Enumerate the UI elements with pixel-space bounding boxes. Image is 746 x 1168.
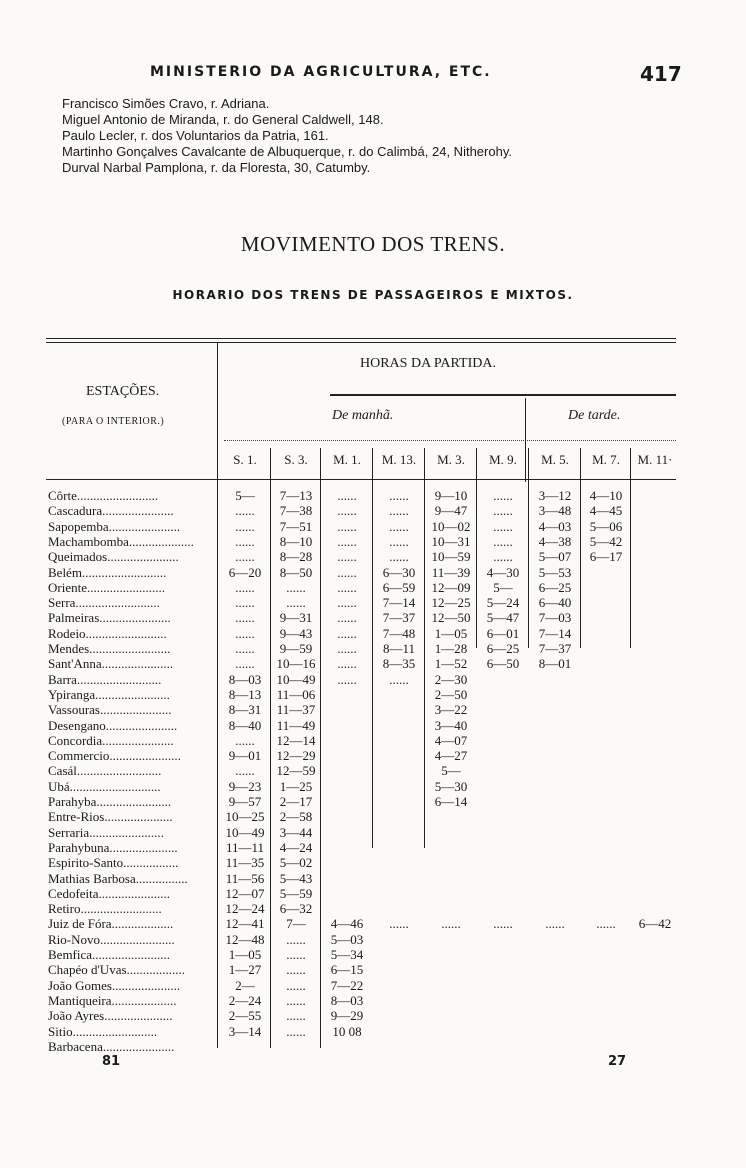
column-divider bbox=[476, 448, 477, 648]
time-cell: ...... bbox=[337, 564, 357, 580]
time-cell: 7— bbox=[286, 916, 306, 932]
station-name: Commercio...................... bbox=[48, 748, 181, 764]
time-cell: ...... bbox=[441, 916, 461, 932]
time-cell: ...... bbox=[235, 518, 255, 534]
station-name: Rio-Novo....................... bbox=[48, 931, 175, 947]
time-cell: 7—03 bbox=[538, 610, 572, 626]
station-name: Juiz de Fóra................... bbox=[48, 916, 174, 932]
column-header: M. 13. bbox=[381, 452, 417, 467]
time-cell: 6—20 bbox=[228, 564, 262, 580]
time-cell: ...... bbox=[286, 1008, 306, 1024]
station-name: Serra.......................... bbox=[48, 595, 160, 611]
time-cell: 5— bbox=[441, 763, 461, 779]
time-cell: 6—25 bbox=[538, 579, 572, 595]
time-cell: 1—28 bbox=[434, 641, 468, 656]
table-top-rule bbox=[46, 338, 676, 339]
time-cell: 2—17 bbox=[279, 794, 313, 809]
time-cell: ...... bbox=[235, 610, 255, 626]
time-cell: 1—25 bbox=[279, 778, 313, 794]
time-cell: 12—24 bbox=[225, 901, 265, 917]
time-cell: 7—37 bbox=[382, 610, 416, 626]
column-divider bbox=[270, 448, 271, 1048]
time-cell: ...... bbox=[389, 549, 409, 565]
column-divider bbox=[630, 448, 631, 648]
time-cell: 10—25 bbox=[225, 809, 265, 825]
time-cell: 9—43 bbox=[279, 625, 313, 641]
time-cell: 9—01 bbox=[228, 748, 262, 764]
time-cell: ...... bbox=[235, 763, 255, 779]
station-name: Mendes......................... bbox=[48, 641, 171, 656]
time-cell: 1—05 bbox=[434, 625, 468, 641]
station-name: Vassouras...................... bbox=[48, 702, 172, 718]
column-header: S. 3. bbox=[284, 452, 308, 467]
address-line: Martinho Gonçalves Cavalcante de Albuquerque, r. do Calimbá, 24, Nitherohy. bbox=[62, 144, 512, 159]
time-cell: 8—40 bbox=[228, 717, 262, 733]
time-cell: 12—50 bbox=[431, 610, 471, 626]
time-cell: ...... bbox=[235, 656, 255, 672]
time-cell: ...... bbox=[389, 488, 409, 503]
station-name: Cascadura...................... bbox=[48, 503, 174, 519]
station-name: João Ayres..................... bbox=[48, 1008, 173, 1024]
time-cell: 11—11 bbox=[225, 839, 265, 855]
time-cell: ...... bbox=[493, 916, 513, 932]
time-cell: 5—43 bbox=[279, 870, 313, 886]
time-cell: 2—30 bbox=[434, 671, 468, 687]
time-cell: 4—03 bbox=[538, 518, 572, 534]
time-cell: 8—01 bbox=[538, 656, 572, 672]
time-cell: ...... bbox=[286, 1023, 306, 1039]
running-header: MINISTERIO DA AGRICULTURA, ETC. bbox=[150, 64, 492, 80]
time-cell: 12—41 bbox=[225, 916, 265, 932]
station-name: Mantiqueira.................... bbox=[48, 992, 177, 1008]
time-cell: 3—14 bbox=[228, 1023, 262, 1039]
time-cell: 6—01 bbox=[486, 625, 520, 641]
time-cell: ...... bbox=[286, 947, 306, 962]
time-cell: 10—31 bbox=[431, 533, 471, 549]
stations-label: ESTAÇÕES. bbox=[86, 384, 160, 399]
station-name: Ubá............................ bbox=[48, 778, 161, 794]
time-cell: ...... bbox=[389, 503, 409, 519]
time-cell: 2—50 bbox=[434, 686, 468, 702]
station-name: Machambomba.................... bbox=[48, 533, 194, 549]
time-cell: ...... bbox=[337, 533, 357, 549]
time-cell: ...... bbox=[545, 916, 565, 932]
time-cell: 4—24 bbox=[279, 839, 313, 855]
time-cell: 8—03 bbox=[330, 992, 364, 1008]
time-cell: 9—31 bbox=[279, 610, 313, 626]
time-cell: 11—39 bbox=[431, 564, 471, 580]
time-cell: 4—27 bbox=[434, 748, 468, 764]
time-cell: 5—42 bbox=[589, 533, 623, 549]
time-cell: 9—57 bbox=[228, 794, 262, 809]
time-cell: 6—42 bbox=[638, 916, 672, 932]
time-cell: 12—07 bbox=[225, 885, 265, 901]
time-cell: 6—50 bbox=[486, 656, 520, 672]
time-cell: 9—59 bbox=[279, 641, 313, 656]
time-cell: 5— bbox=[235, 488, 255, 503]
time-cell: 1—52 bbox=[434, 656, 468, 672]
time-cell: 8—50 bbox=[279, 564, 313, 580]
time-cell: 10—02 bbox=[431, 518, 471, 534]
time-cell: ...... bbox=[493, 549, 513, 565]
time-cell: 5—30 bbox=[434, 778, 468, 794]
time-cell: 3—12 bbox=[538, 488, 572, 503]
morning-label: De manhã. bbox=[332, 408, 394, 423]
time-cell: ...... bbox=[337, 641, 357, 656]
station-name: Serraria....................... bbox=[48, 824, 164, 840]
station-name: Sitio.......................... bbox=[48, 1023, 158, 1039]
time-cell: 6—59 bbox=[382, 579, 416, 595]
station-name: Casál.......................... bbox=[48, 763, 162, 779]
time-cell: ...... bbox=[235, 503, 255, 519]
column-header: S. 1. bbox=[233, 452, 257, 467]
afternoon-label: De tarde. bbox=[568, 408, 621, 423]
time-cell: ...... bbox=[286, 962, 306, 978]
time-cell: 7—13 bbox=[279, 488, 313, 503]
time-cell: 9—29 bbox=[330, 1008, 364, 1024]
page-number: 417 bbox=[640, 62, 682, 86]
time-cell: ...... bbox=[235, 625, 255, 641]
time-cell: 1—27 bbox=[228, 962, 262, 978]
time-cell: ...... bbox=[286, 931, 306, 947]
station-name: Chapéo d'Uvas.................. bbox=[48, 962, 186, 978]
time-cell: 11—06 bbox=[276, 686, 316, 702]
time-cell: 7—51 bbox=[279, 518, 313, 534]
time-cell: ...... bbox=[337, 595, 357, 611]
period-divider bbox=[525, 398, 526, 482]
station-name: Cedofeita...................... bbox=[48, 885, 171, 901]
time-cell: ...... bbox=[235, 595, 255, 611]
address-list bbox=[62, 96, 512, 176]
time-cell: 6—14 bbox=[434, 794, 468, 809]
time-cell: ...... bbox=[337, 625, 357, 641]
time-cell: ...... bbox=[493, 533, 513, 549]
time-cell: ...... bbox=[337, 518, 357, 534]
time-cell: 12—59 bbox=[276, 763, 316, 779]
time-cell: 10—49 bbox=[225, 824, 265, 840]
time-cell: ...... bbox=[235, 732, 255, 748]
column-header: M. 3. bbox=[437, 452, 465, 467]
time-cell: 6—40 bbox=[538, 595, 572, 611]
address-line: Paulo Lecler, r. dos Voluntarios da Patria, 161. bbox=[62, 128, 329, 143]
time-cell: 2— bbox=[235, 977, 255, 993]
time-cell: 2—55 bbox=[228, 1008, 262, 1024]
time-cell: 8—03 bbox=[228, 671, 262, 687]
time-cell: 11—49 bbox=[276, 717, 316, 733]
time-cell: 7—37 bbox=[538, 641, 572, 656]
time-cell: 10—49 bbox=[276, 671, 316, 687]
time-cell: ...... bbox=[493, 488, 513, 503]
time-cell: ...... bbox=[389, 518, 409, 534]
time-cell: 8—11 bbox=[382, 641, 416, 656]
station-name: Ypiranga....................... bbox=[48, 686, 170, 702]
time-cell: 10 08 bbox=[332, 1023, 362, 1039]
time-cell: 12—25 bbox=[431, 595, 471, 611]
footer-left: 81 bbox=[102, 1054, 121, 1069]
station-name: Oriente........................ bbox=[48, 579, 165, 595]
station-name: Espirito-Santo................. bbox=[48, 855, 179, 871]
time-cell: 5— bbox=[493, 579, 513, 595]
time-cell: 6—30 bbox=[382, 564, 416, 580]
time-cell: 12—09 bbox=[431, 579, 471, 595]
station-name: Entre-Rios..................... bbox=[48, 809, 173, 825]
time-cell: 5—07 bbox=[538, 549, 572, 565]
station-name: Belém.......................... bbox=[48, 564, 167, 580]
time-cell: ...... bbox=[337, 656, 357, 672]
time-cell: 5—02 bbox=[279, 855, 313, 871]
station-name: Rodeio......................... bbox=[48, 625, 167, 641]
time-cell: 9—23 bbox=[228, 778, 262, 794]
time-cell: 5—24 bbox=[486, 595, 520, 611]
time-cell: 7—14 bbox=[382, 595, 416, 611]
time-cell: ...... bbox=[337, 579, 357, 595]
station-name: Queimados...................... bbox=[48, 549, 179, 565]
column-divider bbox=[320, 448, 321, 1048]
departures-label: HORAS DA PARTIDA. bbox=[360, 356, 496, 371]
time-cell: 2—24 bbox=[228, 992, 262, 1008]
time-cell: 8—13 bbox=[228, 686, 262, 702]
time-cell: 6—15 bbox=[330, 962, 364, 978]
time-cell: 8—31 bbox=[228, 702, 262, 718]
time-cell: 4—46 bbox=[330, 916, 364, 932]
time-cell: ...... bbox=[235, 549, 255, 565]
station-name: João Gomes..................... bbox=[48, 977, 181, 993]
time-cell: ...... bbox=[337, 488, 357, 503]
time-cell: 11—37 bbox=[276, 702, 316, 718]
time-cell: 12—29 bbox=[276, 748, 316, 764]
time-cell: ...... bbox=[389, 533, 409, 549]
time-cell: ...... bbox=[337, 671, 357, 687]
time-cell: ...... bbox=[596, 916, 616, 932]
station-name: Barra.......................... bbox=[48, 671, 162, 687]
time-cell: 7—22 bbox=[330, 977, 364, 993]
time-cell: 11—56 bbox=[225, 870, 265, 886]
time-cell: ...... bbox=[337, 503, 357, 519]
time-cell: 1—05 bbox=[228, 947, 262, 962]
time-cell: 12—14 bbox=[276, 732, 316, 748]
time-cell: 7—38 bbox=[279, 503, 313, 519]
time-cell: 8—10 bbox=[279, 533, 313, 549]
header-bottom-rule bbox=[46, 479, 676, 480]
station-name: Sapopemba...................... bbox=[48, 518, 181, 534]
station-name: Retiro......................... bbox=[48, 901, 162, 917]
time-cell: 5—06 bbox=[589, 518, 623, 534]
time-cell: ...... bbox=[235, 533, 255, 549]
station-name: Sant'Anna...................... bbox=[48, 656, 174, 672]
time-cell: 3—44 bbox=[279, 824, 313, 840]
time-cell: 7—48 bbox=[382, 625, 416, 641]
section-subtitle: HORARIO DOS TRENS DE PASSAGEIROS E MIXTOS. bbox=[172, 288, 574, 302]
time-cell: 12—48 bbox=[225, 931, 265, 947]
station-name: Bemfica........................ bbox=[48, 947, 171, 962]
time-cell: ...... bbox=[286, 977, 306, 993]
time-cell: ...... bbox=[337, 610, 357, 626]
time-cell: ...... bbox=[235, 579, 255, 595]
section-title: MOVIMENTO DOS TRENS. bbox=[240, 232, 506, 256]
footer-right: 27 bbox=[608, 1054, 627, 1069]
stations-divider bbox=[217, 342, 218, 1048]
time-cell: ...... bbox=[286, 595, 306, 611]
time-cell: 3—48 bbox=[538, 503, 572, 519]
time-cell: 6—32 bbox=[279, 901, 313, 917]
station-name: Mathias Barbosa................ bbox=[48, 870, 188, 886]
address-line: Durval Narbal Pamplona, r. da Floresta, 30, Catumby. bbox=[62, 160, 371, 175]
time-cell: 6—17 bbox=[589, 549, 623, 565]
stations-sublabel: (PARA O INTERIOR.) bbox=[62, 416, 165, 427]
time-cell: 3—40 bbox=[434, 717, 468, 733]
time-cell: 9—47 bbox=[434, 503, 468, 519]
departures-rule bbox=[330, 394, 676, 396]
time-cell: ...... bbox=[389, 671, 409, 687]
station-name: Palmeiras...................... bbox=[48, 610, 171, 626]
time-cell: 2—58 bbox=[279, 809, 313, 825]
station-name: Parahybuna..................... bbox=[48, 839, 178, 855]
time-cell: 6—25 bbox=[486, 641, 520, 656]
station-name: Côrte......................... bbox=[48, 488, 159, 503]
column-header: M. 7. bbox=[592, 452, 620, 467]
station-name: Parahyba....................... bbox=[48, 794, 172, 809]
time-cell: 5—34 bbox=[330, 947, 364, 962]
time-cell: ...... bbox=[235, 641, 255, 656]
group-rule bbox=[224, 440, 676, 441]
column-header: M. 1. bbox=[333, 452, 361, 467]
address-line: Francisco Simões Cravo, r. Adriana. bbox=[62, 96, 270, 111]
time-cell: 4—30 bbox=[486, 564, 520, 580]
column-divider bbox=[424, 448, 425, 848]
time-cell: 5—47 bbox=[486, 610, 520, 626]
time-cell: 4—38 bbox=[538, 533, 572, 549]
column-divider bbox=[528, 448, 529, 648]
time-cell: ...... bbox=[493, 503, 513, 519]
time-cell: 11—35 bbox=[225, 855, 265, 871]
time-cell: ...... bbox=[493, 518, 513, 534]
time-cell: 10—16 bbox=[276, 656, 316, 672]
time-cell: 4—45 bbox=[589, 503, 623, 519]
table-top-rule-2 bbox=[46, 342, 676, 343]
time-cell: 4—07 bbox=[434, 732, 468, 748]
time-cell: 9—10 bbox=[434, 488, 468, 503]
column-divider bbox=[580, 448, 581, 648]
column-header: M. 11· bbox=[637, 452, 673, 467]
time-cell: 5—59 bbox=[279, 885, 313, 901]
time-cell: 3—22 bbox=[434, 702, 468, 718]
time-cell: 8—35 bbox=[382, 656, 416, 672]
column-header: M. 5. bbox=[541, 452, 569, 467]
time-cell: 5—03 bbox=[330, 931, 364, 947]
station-name: Desengano...................... bbox=[48, 717, 178, 733]
time-cell: ...... bbox=[389, 916, 409, 932]
time-cell: ...... bbox=[337, 549, 357, 565]
column-divider bbox=[372, 448, 373, 848]
station-name: Concordia...................... bbox=[48, 732, 174, 748]
time-cell: ...... bbox=[286, 579, 306, 595]
time-cell: 5—53 bbox=[538, 564, 572, 580]
station-name: Barbacena...................... bbox=[48, 1038, 175, 1054]
time-cell: 8—28 bbox=[279, 549, 313, 565]
time-cell: ...... bbox=[286, 992, 306, 1008]
address-line: Miguel Antonio de Miranda, r. do General Caldwell, 148. bbox=[62, 112, 384, 127]
time-cell: 7—14 bbox=[538, 625, 572, 641]
column-header: M. 9. bbox=[489, 452, 517, 467]
time-cell: 10—59 bbox=[431, 549, 471, 565]
time-cell: 4—10 bbox=[589, 488, 623, 503]
